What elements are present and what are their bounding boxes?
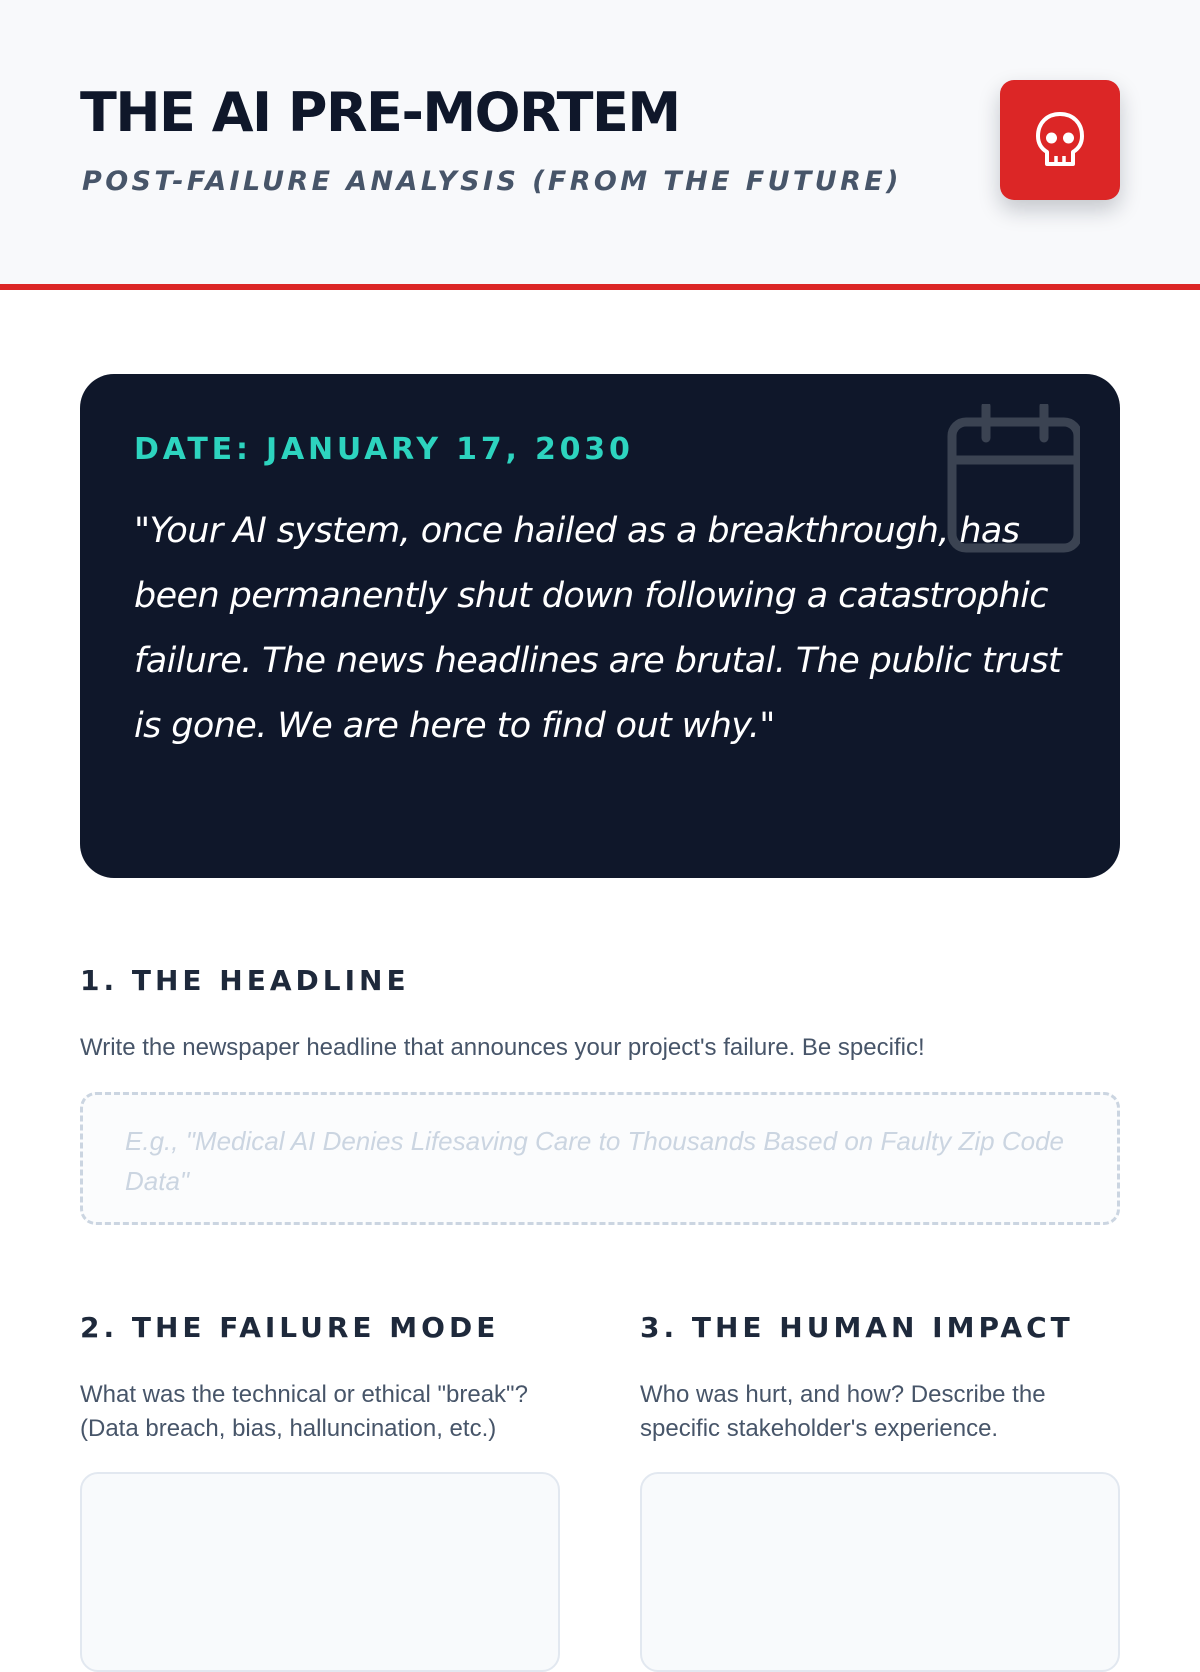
headline-input[interactable] bbox=[80, 1092, 1120, 1225]
page-header bbox=[0, 0, 1200, 290]
scenario-card bbox=[80, 374, 1120, 878]
headline-section-title: 1. THE HEADLINE bbox=[80, 964, 410, 997]
skull-icon bbox=[1034, 111, 1086, 169]
failure-mode-section-description: What was the technical or ethical "break"? (Data breach, bias, halluncination, etc.) bbox=[80, 1381, 528, 1442]
scenario-date: DATE: JANUARY 17, 2030 bbox=[134, 432, 634, 467]
page-subtitle: POST-FAILURE ANALYSIS (FROM THE FUTURE) bbox=[82, 166, 902, 197]
scenario-quote: "Your AI system, once hailed as a breakthrough, has been permanently shut down following a catastrophic failure. The news headlines are brutal. The public trust is gone. We are here to find out why." bbox=[134, 511, 1062, 746]
human-impact-input[interactable] bbox=[640, 1472, 1120, 1672]
failure-mode-input[interactable] bbox=[80, 1472, 560, 1672]
skull-badge bbox=[1000, 80, 1120, 200]
page-title: THE AI PRE-MORTEM bbox=[80, 81, 680, 144]
human-impact-section-title: 3. THE HUMAN IMPACT bbox=[640, 1311, 1074, 1344]
headline-section-description: Write the newspaper headline that announces your project's failure. Be specific! bbox=[80, 1034, 925, 1061]
human-impact-section-description: Who was hurt, and how? Describe the specific stakeholder's experience. bbox=[640, 1381, 1046, 1442]
failure-mode-section-title: 2. THE FAILURE MODE bbox=[80, 1311, 500, 1344]
